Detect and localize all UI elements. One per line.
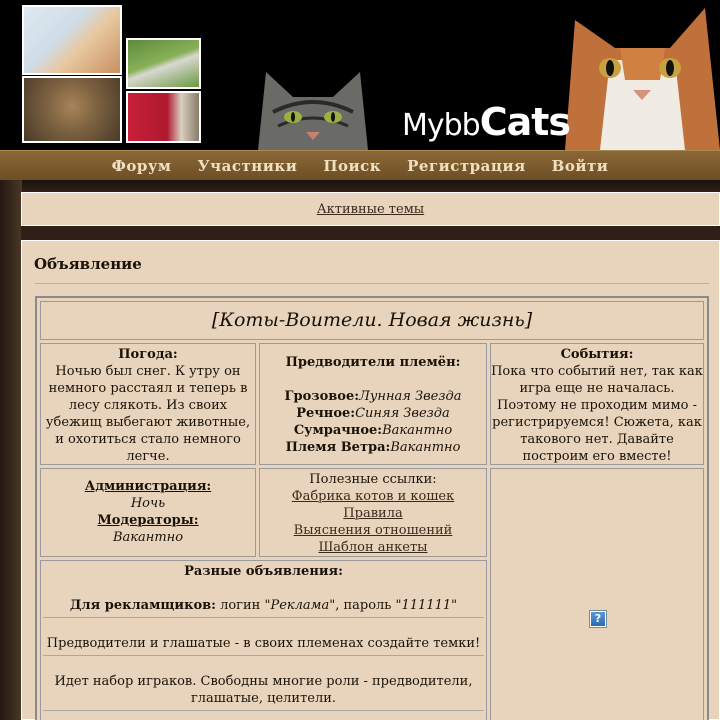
nav-forum[interactable]: Форум xyxy=(111,156,172,175)
misc-label: Разные объявления: xyxy=(184,564,343,579)
events-text: Пока что событий нет, так как игра еще не началась. Поэтому не проходим мимо - регистрируемся! Сюжета, как такового нет. Давайте построим его вместе! xyxy=(491,364,703,464)
nav-register[interactable]: Регистрация xyxy=(407,156,526,175)
logo-suffix: Cats xyxy=(479,100,571,144)
useful-links-cell xyxy=(259,468,487,557)
leader-row: Речное:Синяя Звезда xyxy=(296,406,450,421)
nav-login[interactable]: Войти xyxy=(551,156,609,175)
leader-row: Грозовое:Лунная Звезда xyxy=(284,389,462,404)
events-cell xyxy=(490,343,704,465)
active-topics-link[interactable]: Активные темы xyxy=(316,201,425,217)
leaders-label: Предводители племён: xyxy=(285,355,461,370)
link-cat-factory[interactable]: Фабрика котов и кошек xyxy=(291,489,455,504)
ads-line: Для рекламщиков: логин "Реклама", пароль "111111" xyxy=(69,598,458,613)
weather-label: Погода: xyxy=(118,347,178,362)
tabby-cat-image xyxy=(248,62,378,150)
note-leaders: Предводители и глашатые - в своих племенах создайте темки! xyxy=(46,636,481,651)
link-profile-template[interactable]: Шаблон анкеты xyxy=(318,540,428,555)
logo-prefix: Mybb xyxy=(402,108,480,143)
help-icon[interactable]: ? xyxy=(590,611,606,627)
active-topics-bar xyxy=(21,192,720,226)
links-label: Полезные ссылки: xyxy=(309,472,437,487)
moderator-name: Вакантно xyxy=(112,530,184,545)
kitten-photo-3 xyxy=(22,76,122,143)
kitten-photo-4 xyxy=(126,91,201,143)
game-title-cell xyxy=(40,301,704,340)
panel-title: Объявление xyxy=(34,255,142,273)
link-disputes[interactable]: Выяснения отношений xyxy=(293,523,453,538)
leader-row: Племя Ветра:Вакантно xyxy=(285,440,461,455)
misc-announcements-cell xyxy=(40,560,487,720)
leaders-cell xyxy=(259,343,487,465)
staff-cell xyxy=(40,468,256,557)
side-cell xyxy=(490,468,704,720)
link-rules[interactable]: Правила xyxy=(343,506,403,521)
site-logo[interactable] xyxy=(402,100,570,144)
nav-search[interactable]: Поиск xyxy=(323,156,382,175)
kitten-photo-2 xyxy=(126,38,201,89)
leader-row: Сумрачное:Вакантно xyxy=(293,423,453,438)
announcement-panel xyxy=(21,240,720,720)
game-title: [Коты-Воители. Новая жизнь] xyxy=(211,309,533,331)
moderators-label: Модераторы: xyxy=(97,513,199,528)
note-recruiting: Идет набор играков. Свободны многие роли - предводители, глашатые, целители. xyxy=(54,674,473,706)
ginger-cat-image xyxy=(565,0,720,150)
events-label: События: xyxy=(560,347,634,362)
kitten-photo-1 xyxy=(22,5,122,75)
site-header xyxy=(0,0,720,150)
weather-text: Ночью был снег. К утру он немного расстаял и теперь в лесу слякоть. Из своих убежищ выбегают животные, и охотиться стало немного легче. xyxy=(45,364,251,464)
weather-cell xyxy=(40,343,256,465)
admin-name: Ночь xyxy=(130,496,166,511)
announcement-board xyxy=(35,296,709,720)
admin-label: Администрация: xyxy=(84,479,212,494)
main-nav xyxy=(0,150,720,180)
nav-members[interactable]: Участники xyxy=(197,156,298,175)
